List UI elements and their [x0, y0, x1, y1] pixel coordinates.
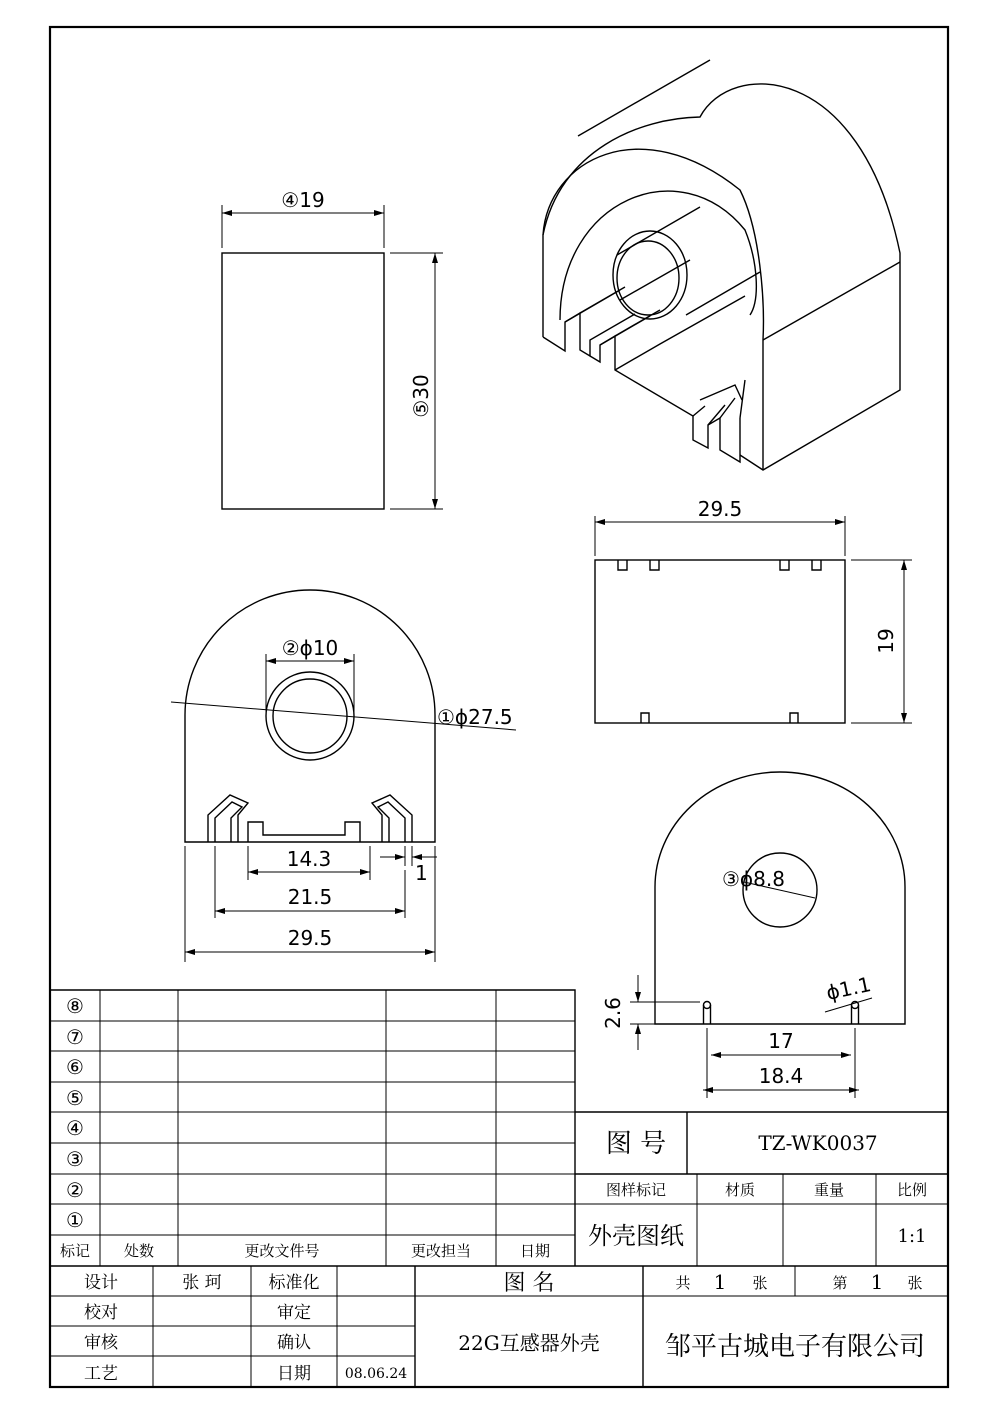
top-view-height-label: ⑤30: [409, 374, 433, 418]
review-label: 审核: [84, 1333, 118, 1353]
material-label: 材质: [724, 1181, 756, 1199]
front-view-dim-21-5: 21.5: [287, 885, 333, 909]
revision-row-mark-7: ⑦: [66, 1025, 84, 1049]
revision-header-mark: 标记: [59, 1242, 91, 1260]
process-label: 工艺: [84, 1364, 118, 1384]
front-view-inner-diameter-label: ②ϕ10: [281, 636, 339, 660]
revision-header-owner: 更改担当: [410, 1242, 472, 1260]
revision-row-mark-4: ④: [66, 1116, 84, 1140]
front-view-dim-29-5: 29.5: [287, 926, 333, 950]
total-sheets-value: 1: [713, 1270, 727, 1294]
front-view-outline: [185, 590, 435, 842]
sample-mark-value: 外壳图纸: [588, 1222, 684, 1250]
sheet-number-value: 1: [870, 1270, 884, 1294]
revision-row-mark-5: ⑤: [66, 1086, 84, 1110]
company-name: 邹平古城电子有限公司: [664, 1332, 926, 1362]
date-value: 08.06.24: [344, 1366, 408, 1382]
sample-mark-label: 图样标记: [605, 1181, 667, 1199]
date-label: 日期: [277, 1364, 311, 1384]
drawing-number-label: 图 号: [605, 1129, 667, 1159]
total-sheets-label: 共: [675, 1274, 691, 1292]
revision-row-mark-1: ①: [66, 1208, 84, 1232]
front-view-dim-1: 1: [415, 861, 428, 885]
isometric-view: [543, 60, 900, 470]
side-view-height-label: 19: [874, 628, 898, 654]
revision-header-doc-no: 更改文件号: [244, 1242, 320, 1260]
sheet-number-label: 第: [832, 1274, 848, 1292]
scale-label: 比例: [896, 1181, 928, 1199]
revision-header-count: 处数: [123, 1242, 155, 1260]
bottom-view-pin-label: ϕ1.1: [824, 972, 874, 1005]
revision-row-mark-3: ③: [66, 1147, 84, 1171]
revision-row-mark-2: ②: [66, 1178, 84, 1202]
front-view: [171, 590, 516, 962]
revision-table: [50, 990, 948, 1266]
revision-row-mark-6: ⑥: [66, 1055, 84, 1079]
front-view-outer-diameter-label: ①ϕ27.5: [437, 705, 513, 729]
scale-value: 1:1: [897, 1226, 927, 1247]
sheet-number-unit: 张: [907, 1274, 923, 1292]
front-view-dim-14-3: 14.3: [286, 847, 332, 871]
check-label: 校对: [84, 1303, 118, 1323]
weight-label: 重量: [813, 1181, 845, 1199]
bottom-view-height-label: 2.6: [601, 997, 625, 1029]
design-label: 设计: [84, 1273, 118, 1293]
drawing-name: 22G互感器外壳: [458, 1331, 600, 1355]
total-sheets-unit: 张: [752, 1274, 768, 1292]
bottom-view: [601, 772, 905, 1098]
revision-row-mark-8: ⑧: [66, 994, 84, 1018]
revision-header-date: 日期: [519, 1242, 551, 1260]
designer-name: 张 珂: [182, 1273, 222, 1293]
drawing-number-value: TZ-WK0037: [758, 1131, 878, 1155]
top-view: [222, 188, 443, 509]
side-view: [595, 497, 912, 723]
confirm-label: 确认: [277, 1333, 311, 1353]
title-block: [50, 1266, 948, 1387]
drawing-name-header: 图 名: [503, 1271, 555, 1296]
top-view-width-label: ④19: [281, 188, 325, 212]
side-view-outline: [595, 560, 845, 723]
standardization-label: 标准化: [268, 1273, 320, 1293]
bottom-view-hole-label: ③ϕ8.8: [722, 867, 785, 891]
top-view-outline: [222, 253, 384, 509]
bottom-view-dim-18-4: 18.4: [758, 1064, 804, 1088]
approve-label: 审定: [277, 1303, 311, 1323]
bottom-view-dim-17: 17: [768, 1029, 794, 1053]
drawing-info-block: [575, 1112, 948, 1266]
front-view-inner-bore-inner: [273, 679, 347, 753]
side-view-width-label: 29.5: [697, 497, 743, 521]
